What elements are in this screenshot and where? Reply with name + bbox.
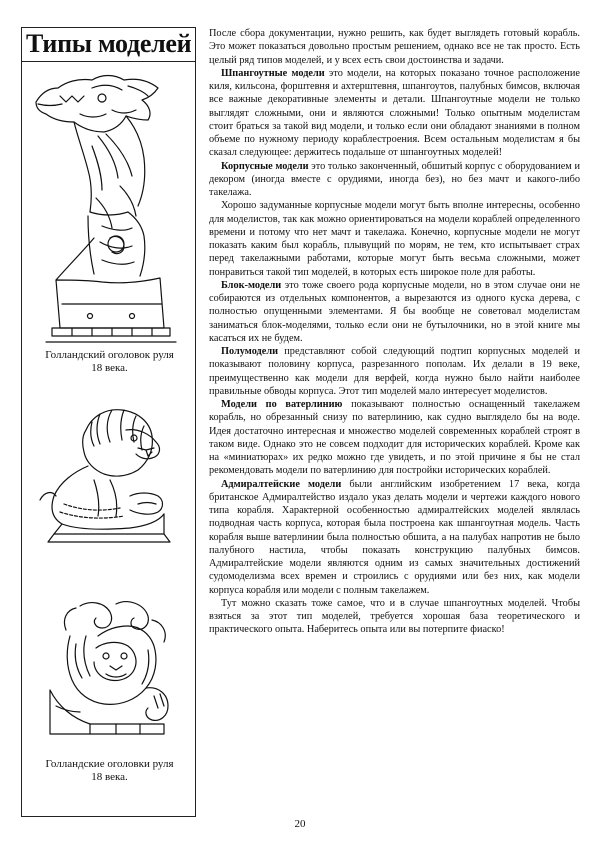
- intro-paragraph: После сбора документации, нужно решить, как будет выглядеть готовый корабль. Это может показаться довольно простым решением, однако все не так просто. Есть целый ряд типов моделей, и у всех есть свои достоинства и задачи.: [209, 28, 580, 66]
- paragraph-admiralty-models: Адмиралтейские модели были английским изобретением 17 века, когда британское Адмиралтейство издало указ делать модели и чертежи каждого нового типа корабля. Характерной особенностью адмиралтейских моделей являлась подводная часть корпуса, которая была построена как шпангоутная модель. Часть корабля выше ватерлинии была полностью обшита, а на палубах напротив не было палубного настила, чтобы показать конструкцию палубных бимсов. Адмиралтейские модели являются одним из самых значительных достижений судомоделизма всех времен и строились с орудиями или без них, как модели корпуса корабля или модели с полным такелажем.: [209, 478, 580, 596]
- dutch-rudder-head-lion-reclining-icon: [34, 400, 184, 550]
- term-block-models: Блок-модели: [221, 279, 282, 291]
- term-waterline-models: Модели по ватерлинию: [221, 399, 343, 410]
- paragraph-conclusion: Тут можно сказать тоже самое, что и в случае шпангоутных моделей. Чтобы взяться за этот тип моделей, требуется хорошая база теоретического и практического опыта. Наберитесь опыта или вы потерпите фиаско!: [209, 597, 580, 636]
- paragraph-hull-models-notes: Хорошо задуманные корпусные модели могут быть вполне интересны, особенно для моделистов, так как можно ориентироваться на модели кораблей определенного времени и потому что нет мачт и такелажа. Конечно, корпусные модели не могут показать каким был корабль, плывущий по морям, не тем, кто испытывает страх перед такелажными работами, которые могут быть весьма сложными, может понравиться такой тип моделей, в которых есть широкое поле для работы.: [209, 200, 580, 278]
- page-number: 20: [294, 818, 306, 830]
- title-divider: [22, 61, 195, 62]
- paragraph-hull-models: Корпусные модели это только законченный, обшитый корпус с оборудованием и декором (иногда вместе с орудиями, иногда без), но без мачт и какого-либо такелажа.: [209, 160, 580, 198]
- article-body: [209, 27, 580, 817]
- term-frame-models: Шпангоутные модели: [221, 67, 325, 79]
- sidebar-panel: [21, 27, 196, 817]
- term-hull-models: Корпусные модели: [221, 160, 309, 172]
- paragraph-waterline-models: Модели по ватерлинию показывают полностью оснащенный такелажем корабль, но обрезанный снизу по ватерлинию, как судно выглядело бы на воде. Идея достаточно интересная и множество моделей современных кораблей строят в таком виде. Однако это не совсем подходит для исторических кораблей. Кроме как на «миниатюрах» их редко можно где увидеть, и по этой причине я бы не стал рекомендовать модели по ватерлинию для постройки исторических кораблей.: [209, 399, 581, 477]
- sidebar-title: Типы моделей: [26, 29, 192, 58]
- paragraph-frame-models: Шпангоутные модели это модели, на которых показано точное расположение киля, кильсона, форштевня и ахтерштевня, шпангоутов, палубных бимсов, включая все важные декоративные элементы и детали. Шпангоутные модели не только выглядят сложными, они и являются сложными! Только опытным моделистам стоит браться за такой вид модели, и только если они обладают знаниями в полном объеме по нужному периоду кораблестроения. Всем остальным моделистам я бы сказал следующее: держитесь подальше от шпангоутных моделей!: [209, 67, 580, 159]
- figure-caption-1: Голландский оголовок руля 18 века.: [45, 349, 174, 374]
- term-half-models: Полумодели: [221, 346, 279, 357]
- dutch-rudder-head-wolf-icon: [32, 66, 182, 351]
- paragraph-half-models: Полумодели представляют собой следующий подтип корпусных моделей и показывают половину корпуса, разрезанного пополам. Их делали в 19 веке, преимущественно как модели для верфей, когда нужно было найти наиболее правильные обводы корпуса. Этот тип моделей мало интересует моделистов.: [209, 346, 580, 397]
- dutch-rudder-head-lion-acanthus-icon: [36, 596, 184, 741]
- figure-caption-2: Голландские оголовки руля 18 века.: [45, 758, 174, 783]
- term-admiralty-models: Адмиралтейские модели: [221, 478, 342, 490]
- paragraph-block-models: Блок-модели это тоже своего рода корпусные модели, но в этом случае они не собираются из отдельных компонентов, а вырезаются из одного куска дерева, с полностью опущенными элементами. Я бы вообще не советовал моделистам заниматься блок-моделями, только если они не бутылочники, но в этой книге мы касаться их не будем.: [209, 279, 580, 344]
